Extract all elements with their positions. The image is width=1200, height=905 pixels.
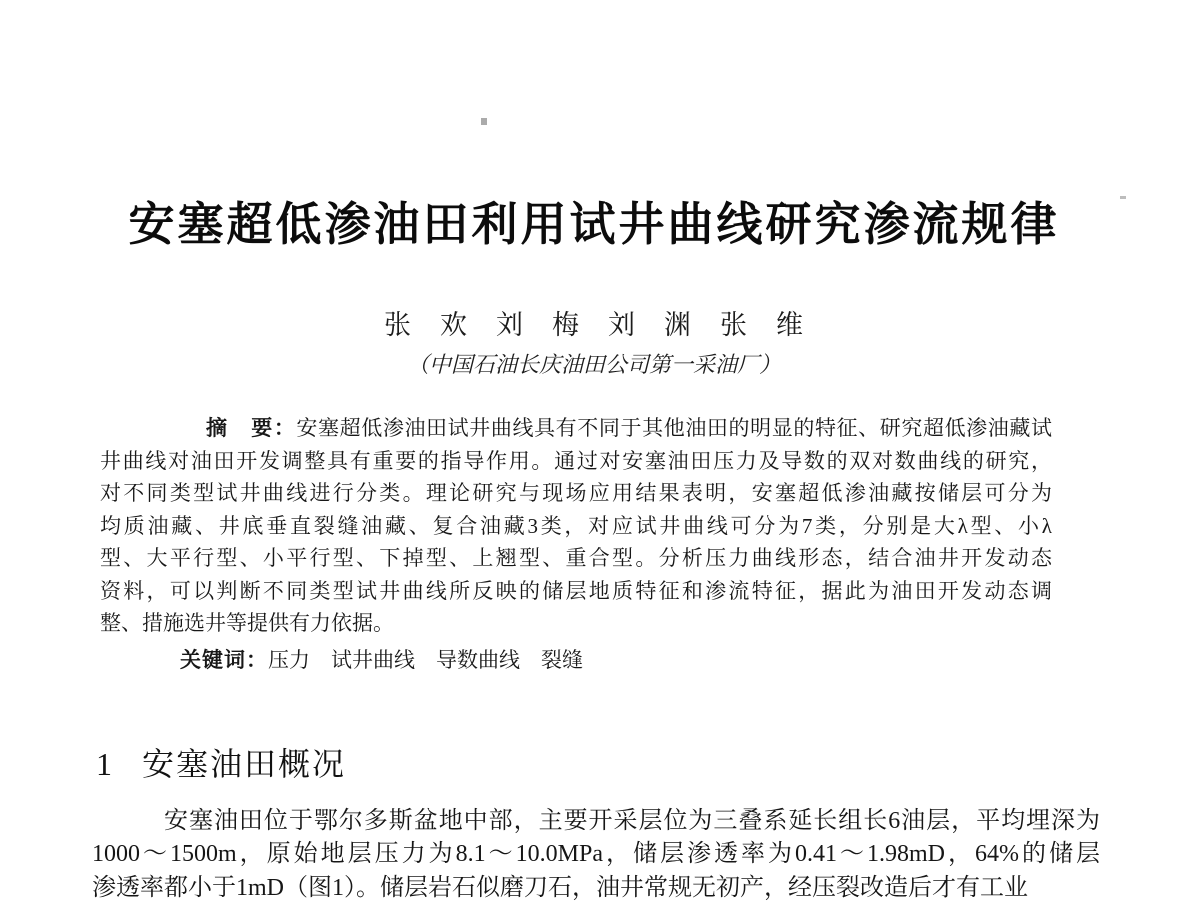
paper-title: 安塞超低渗油田利用试井曲线研究渗流规律 (128, 198, 1060, 250)
abstract-line: 资料，可以判断不同类型试井曲线所反映的储层地质特征和渗流特征，据此为油田开发动态调 (100, 578, 1052, 603)
keywords-label: 关键词： (180, 648, 268, 672)
keywords-line (100, 644, 1052, 677)
abstract-text: 安塞超低渗油田试井曲线具有不同于其他油田的明显的特征、研究超低渗油藏试 (296, 416, 1052, 440)
abstract-line: 均质油藏、井底垂直裂缝油藏、复合油藏3类，对应试井曲线可分为7类，分别是大λ型、小λ (100, 513, 1052, 538)
authors-line: 张 欢 刘 梅 刘 渊 张 维 (384, 310, 804, 340)
abstract-line: 井曲线对油田开发调整具有重要的指导作用。通过对安塞油田压力及导数的双对数曲线的研究， (100, 448, 1052, 473)
body-line: 1000～1500m，原始地层压力为8.1～10.0MPa，储层渗透率为0.41～1.98mD，64%的储层 (92, 841, 1100, 868)
body-line: 安塞油田位于鄂尔多斯盆地中部，主要开采层位为三叠系延长组长6油层，平均埋深为 (164, 808, 1100, 834)
abstract-line: 对不同类型试井曲线进行分类。理论研究与现场应用结果表明，安塞超低渗油藏按储层可分为 (100, 481, 1052, 505)
abstract-label: 摘 要： (206, 417, 297, 440)
scan-artifact-dot (481, 118, 487, 125)
body-paragraph (92, 805, 1100, 905)
section-heading (96, 739, 346, 785)
keywords-text: 压力 试井曲线 导数曲线 裂缝 (268, 647, 583, 672)
abstract-line: 整、措施选井等提供有力依据。 (100, 611, 394, 635)
abstract-line: 型、大平行型、小平行型、下掉型、上翘型、重合型。分析压力曲线形态，结合油井开发动态 (100, 546, 1052, 570)
body-line: 渗透率都小于1mD（图1）。储层岩石似磨刀石，油井常规无初产，经压裂改造后才有工业 (92, 874, 1028, 901)
section-title: 安塞油田概况 (142, 746, 347, 782)
section-number: 1 (96, 746, 114, 782)
abstract-line (100, 412, 1052, 445)
affiliation-line: （中国石油长庆油田公司第一采油厂） (406, 352, 781, 377)
abstract-block (100, 412, 1052, 676)
